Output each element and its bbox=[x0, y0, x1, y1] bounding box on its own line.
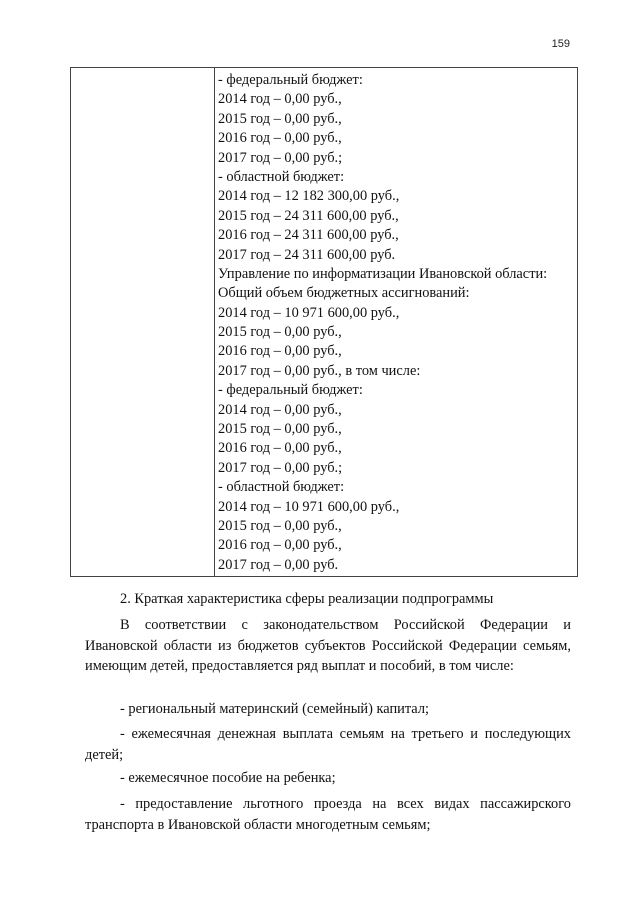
paragraph-text: - предоставление льготного проезда на всех видах пассажирского транспорта в Ивановской области многодетным семьям; bbox=[85, 796, 571, 833]
table-line: 2014 год – 0,00 руб., bbox=[218, 91, 342, 108]
body-paragraph bbox=[85, 794, 571, 835]
table-line: Управление по информатизации Ивановской области: bbox=[218, 265, 548, 282]
paragraph-text: - региональный материнский (семейный) капитал; bbox=[120, 701, 430, 717]
body-paragraph bbox=[85, 724, 571, 765]
table-line: - федеральный бюджет: bbox=[218, 72, 363, 88]
paragraph-text: В соответствии с законодательством Российской Федерации и Ивановской области из бюджетов субъектов Российской Федерации семьям, имеющим детей, предоставляется ряд выплат и пособий, в том числе: bbox=[85, 617, 571, 674]
table-line: 2017 год – 0,00 руб. bbox=[218, 556, 339, 573]
table-line: - областной бюджет: bbox=[218, 168, 345, 185]
paragraph-text: - ежемесячная денежная выплата семьям на третьего и последующих детей; bbox=[85, 726, 571, 763]
table-line: 2015 год – 0,00 руб., bbox=[218, 517, 342, 534]
table-line: 2015 год – 0,00 руб., bbox=[218, 421, 342, 438]
table-line: - областной бюджет: bbox=[218, 479, 345, 496]
section-heading: 2. Краткая характеристика сферы реализации подпрограммы bbox=[120, 591, 494, 607]
table-line: 2015 год – 0,00 руб., bbox=[218, 110, 342, 127]
table-line: 2016 год – 24 311 600,00 руб., bbox=[218, 227, 399, 244]
table-line: 2014 год – 0,00 руб., bbox=[218, 401, 342, 418]
table-line: 2016 год – 0,00 руб., bbox=[218, 130, 342, 147]
table-line: - федеральный бюджет: bbox=[218, 382, 363, 399]
table-line: 2017 год – 0,00 руб.; bbox=[218, 149, 343, 166]
body-paragraph bbox=[85, 768, 571, 789]
body-paragraph bbox=[85, 615, 571, 677]
body-paragraph bbox=[85, 699, 571, 720]
table-line: 2017 год – 0,00 руб., в том числе: bbox=[218, 362, 421, 379]
table-line: Общий объем бюджетных ассигнований: bbox=[218, 285, 470, 302]
table-line: 2016 год – 0,00 руб., bbox=[218, 343, 342, 360]
table-line: 2017 год – 0,00 руб.; bbox=[218, 459, 343, 476]
table-line: 2015 год – 0,00 руб., bbox=[218, 324, 342, 341]
table-line: 2014 год – 10 971 600,00 руб., bbox=[218, 498, 400, 515]
table-right-column bbox=[218, 71, 573, 575]
table-line: 2016 год – 0,00 руб., bbox=[218, 440, 342, 457]
page-number: 159 bbox=[551, 38, 570, 50]
table-line: 2014 год – 12 182 300,00 руб., bbox=[218, 188, 400, 205]
table-left-column bbox=[71, 68, 215, 576]
table-line: 2016 год – 0,00 руб., bbox=[218, 537, 342, 554]
table-line: 2015 год – 24 311 600,00 руб., bbox=[218, 207, 399, 224]
paragraph-text: - ежемесячное пособие на ребенка; bbox=[120, 770, 336, 786]
budget-table bbox=[70, 67, 578, 577]
table-line: 2014 год – 10 971 600,00 руб., bbox=[218, 304, 400, 321]
table-line: 2017 год – 24 311 600,00 руб. bbox=[218, 246, 396, 263]
